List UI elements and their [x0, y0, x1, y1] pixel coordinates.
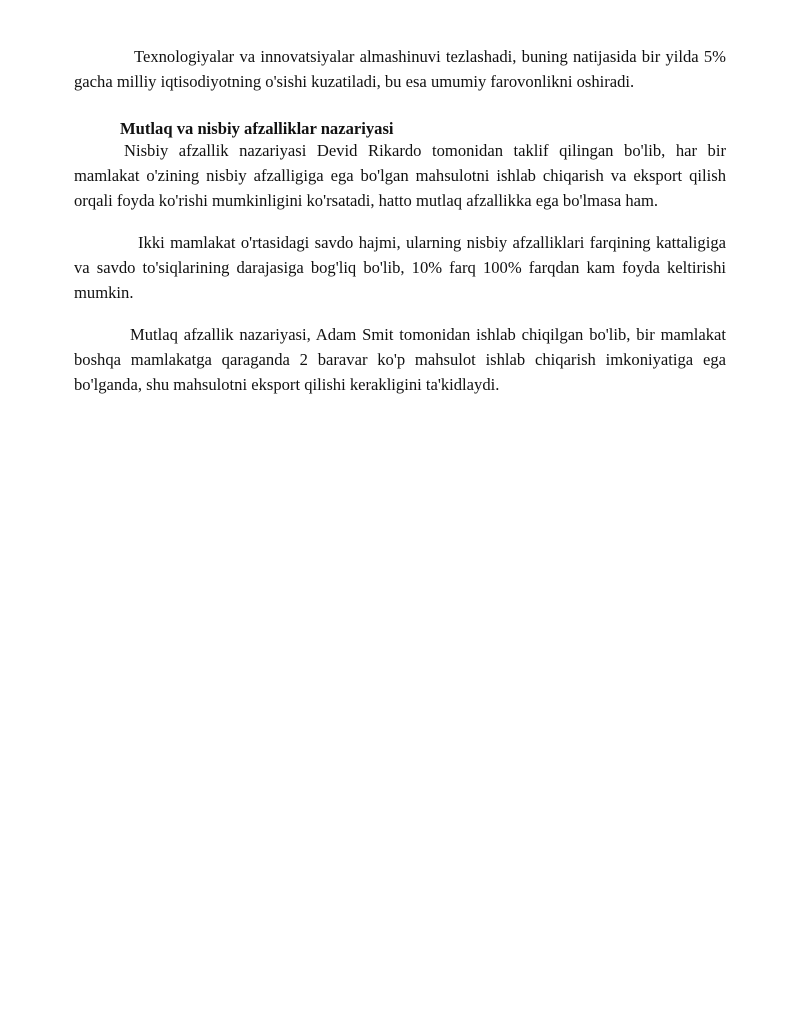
- document-body: [74, 44, 726, 397]
- paragraph-technology-exchange: Texnologiyalar va innovatsiyalar almashinuvi tezlashadi, buning natijasida bir yilda 5% gacha milliy iqtisodiyotning o'sishi kuzatiladi, bu esa umumiy farovonlikni oshiradi.: [74, 47, 726, 91]
- section-heading: Mutlaq va nisbiy afzalliklar nazariyasi: [120, 119, 394, 138]
- paragraph-trade-volume: Ikki mamlakat o'rtasidagi savdo hajmi, ularning nisbiy afzalliklari farqining kattaligiga va savdo to'siqlarining darajasiga bog'liq bo'lib, 10% farq 100% farqdan kam foyda keltirishi mumkin.: [74, 233, 726, 302]
- paragraph-comparative-advantage: Nisbiy afzallik nazariyasi Devid Rikardo tomonidan taklif qilingan bo'lib, har bir mamlakat o'zining nisbiy afzalligiga ega bo'lgan mahsulotni ishlab chiqarish va eksport qilish orqali foyda ko'rishi mumkinligini ko'rsatadi, hatto mutlaq afzallikka ega bo'lmasa ham.: [74, 141, 726, 210]
- paragraph-absolute-advantage: Mutlaq afzallik nazariyasi, Adam Smit tomonidan ishlab chiqilgan bo'lib, bir mamlakat boshqa mamlakatga qaraganda 2 baravar ko'p mahsulot ishlab chiqarish imkoniyatiga ega bo'lganda, shu mahsulotni eksport qilishi kerakligini ta'kidlaydi.: [74, 325, 726, 394]
